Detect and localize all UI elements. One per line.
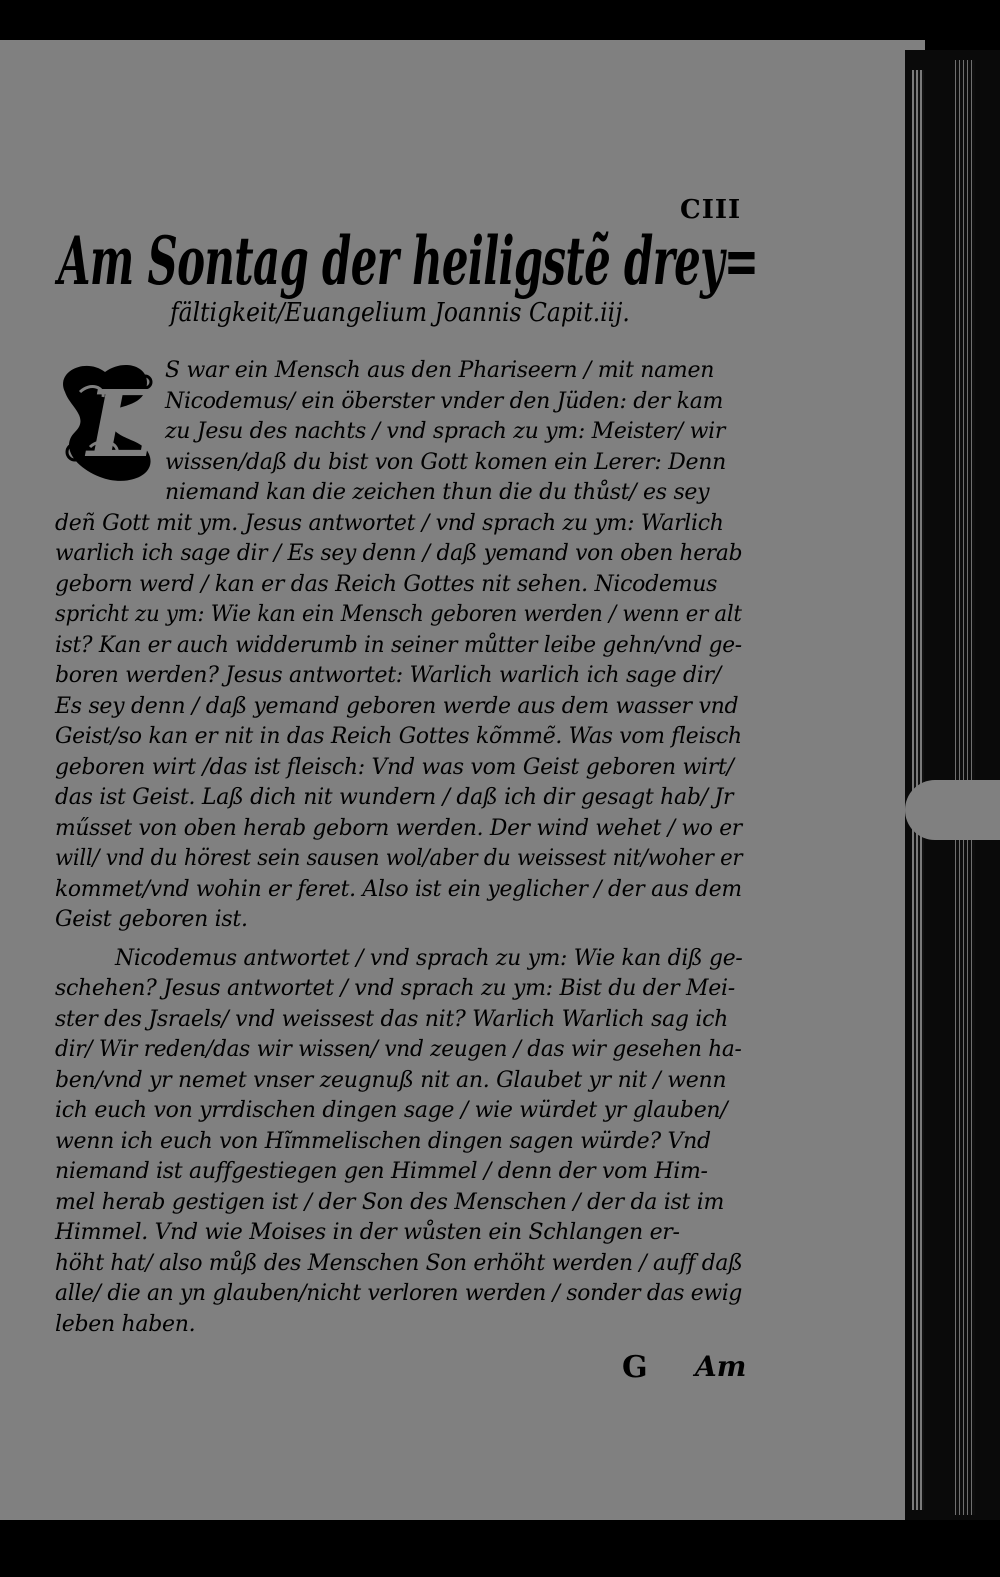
text-line: niemand kan die zeichen thun die du thůst/ es sey [165,480,710,505]
text-line: Nicodemus/ ein öberster vnder den Jüden: der kam [165,388,724,414]
text-line: niemand ist auffgestiegen gen Himmel / denn der vom Him- [55,1159,708,1184]
text-line: ben/vnd yr nemet vnser zeugnuß nit an. Glaubet yr nit / wenn [55,1067,727,1093]
page-subtitle: fältigkeit/Euangelium Joannis Capit.iij. [170,298,630,328]
text-line: wissen/daß du bist von Gott komen ein Lerer: Denn [165,449,726,475]
text-line: spricht zu ym: Wie kan ein Mensch geboren werden / wenn er alt [55,602,742,627]
text-line: will/ vnd du hörest sein sausen wol/aber du weissest nit/woher er [55,846,743,871]
scan-border [0,1520,1000,1577]
initial-letter: E [87,370,158,478]
text-line: deñ Gott mit ym. Jesus antwortet / vnd sprach zu ym: Warlich [55,510,724,536]
text-line: warlich ich sage dir / Es sey denn / daß yemand von oben herab [55,541,743,566]
text-line: boren werden? Jesus antwortet: Warlich warlich ich sage dir/ [55,663,721,688]
page-curl [905,780,1000,840]
decorated-initial [45,352,165,487]
text-line: műsset von oben herab geborn werden. Der wind wehet / wo er [55,815,742,841]
text-line: wenn ich euch von Hĩmmelischen dingen sagen würde? Vnd [55,1128,711,1154]
text-line: kommet/vnd wohin er feret. Also ist ein yeglicher / der aus dem [55,876,742,902]
text-line: Es sey denn / daß yemand geboren werde aus dem wasser vnd [55,693,739,719]
text-line: geboren wirt /das ist fleisch: Vnd was vom Geist geboren wirt/ [55,754,734,780]
signature-mark: G [622,1350,648,1385]
text-line: Nicodemus antwortet / vnd sprach zu ym: Wie kan diß ge- [115,945,743,971]
text-line: zu Jesu des nachts / vnd sprach zu ym: Meister/ wir [165,419,726,444]
text-line: ich euch von yrrdischen dingen sage / wie würdet yr glauben/ [55,1098,728,1123]
text-line: ist? Kan er auch widderumb in seiner můtter leibe gehn/vnd ge- [55,632,742,658]
text-line: Geist/so kan er nit in das Reich Gottes kõmmẽ. Was vom fleisch [55,724,742,749]
text-line: Himmel. Vnd wie Moises in der wůsten ein Schlangen er- [55,1220,680,1245]
catchword: Am [695,1350,747,1383]
text-line: das ist Geist. Laß dich nit wundern / daß ich dir gesagt hab/ Jr [55,785,734,810]
text-line: S war ein Mensch aus den Phariseern / mit namen [165,358,715,383]
folio-number: CIII [680,195,742,225]
text-line: geborn werd / kan er das Reich Gottes nit sehen. Nicodemus [55,571,718,597]
text-line: dir/ Wir reden/das wir wissen/ vnd zeugen / das wir gesehen ha- [55,1037,742,1062]
text-line: schehen? Jesus antwortet / vnd sprach zu ym: Bist du der Mei- [55,976,735,1001]
text-line: höht hat/ also můß des Menschen Son erhöht werden / auff daß [55,1250,743,1276]
text-line: mel herab gestigen ist / der Son des Menschen / der da ist im [55,1189,725,1215]
text-line: ster des Jsraels/ vnd weissest das nit? Warlich Warlich sag ich [55,1006,729,1032]
text-line: alle/ die an yn glauben/nicht verloren werden / sonder das ewig [55,1281,743,1306]
text-line: leben haben. [55,1311,196,1337]
text-line: Geist geboren ist. [55,907,248,932]
page-title: Am Sontag der heiligstẽ drey= [58,222,759,300]
